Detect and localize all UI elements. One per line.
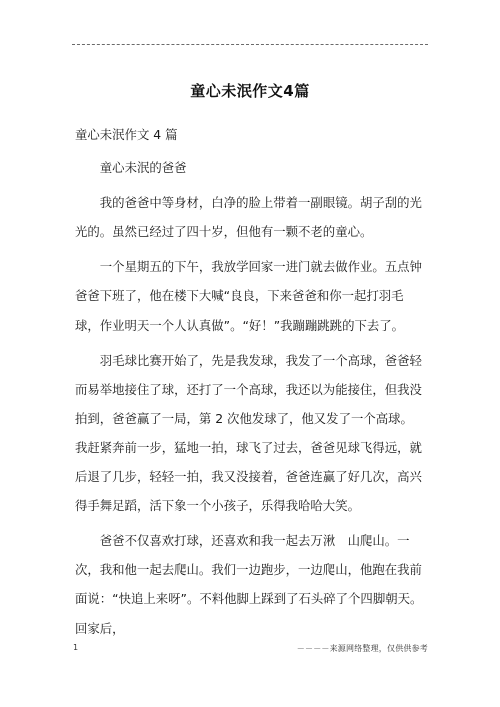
paragraph-2: 一个星期五的下午，我放学回家一进门就去做作业。五点钟爸爸下班了，他在楼下大喊“良良，下来爸爸和你一起打羽毛球，作业明天一个人认真做”。“好！”我蹦蹦跳跳的下去了。 — [75, 259, 422, 333]
header-dashed-rule — [72, 44, 428, 45]
paragraph-1: 我的爸爸中等身材，白净的脸上带着一副眼镜。胡子刮的光光的。虽然已经过了四十岁，但他有一颗不老的童心。 — [75, 195, 422, 240]
document-title: 童心未泯作文4篇 — [190, 82, 310, 100]
section-heading: 童心未泯的爸爸 — [99, 160, 187, 176]
document-subtitle: 童心未泯作文 4 篇 — [75, 127, 178, 142]
footer-source-note: －－－－来源网络整理，仅供供参考 — [296, 644, 428, 653]
paragraph-4: 爸爸不仅喜欢打球，还喜欢和我一起去万湫 山爬山。一次，我和他一起去爬山。我们一边跑步，一边爬山，他跑在我前面说：“快追上来呀”。不料他脚上踩到了石头碎了个四脚朝天。回家后， — [75, 533, 423, 636]
document-body — [75, 120, 425, 643]
paragraph-3: 羽毛球比赛开始了，先是我发球，我发了一个高球，爸爸轻而易举地接住了球，还打了一个高球，我还以为能接住，但我没拍到，爸爸赢了一局，第 2 次他发球了，他又发了一个高球。我赶紧奔前一步，猛地一拍，球飞了过去，爸爸见球飞得远，就后退了几步，轻轻一拍，我又没接着，爸爸连赢了好几次，高兴得手舞足蹈，活下象一个小孩子，乐得我哈哈大笑。 — [75, 352, 422, 514]
page-number: 1 — [73, 643, 79, 652]
